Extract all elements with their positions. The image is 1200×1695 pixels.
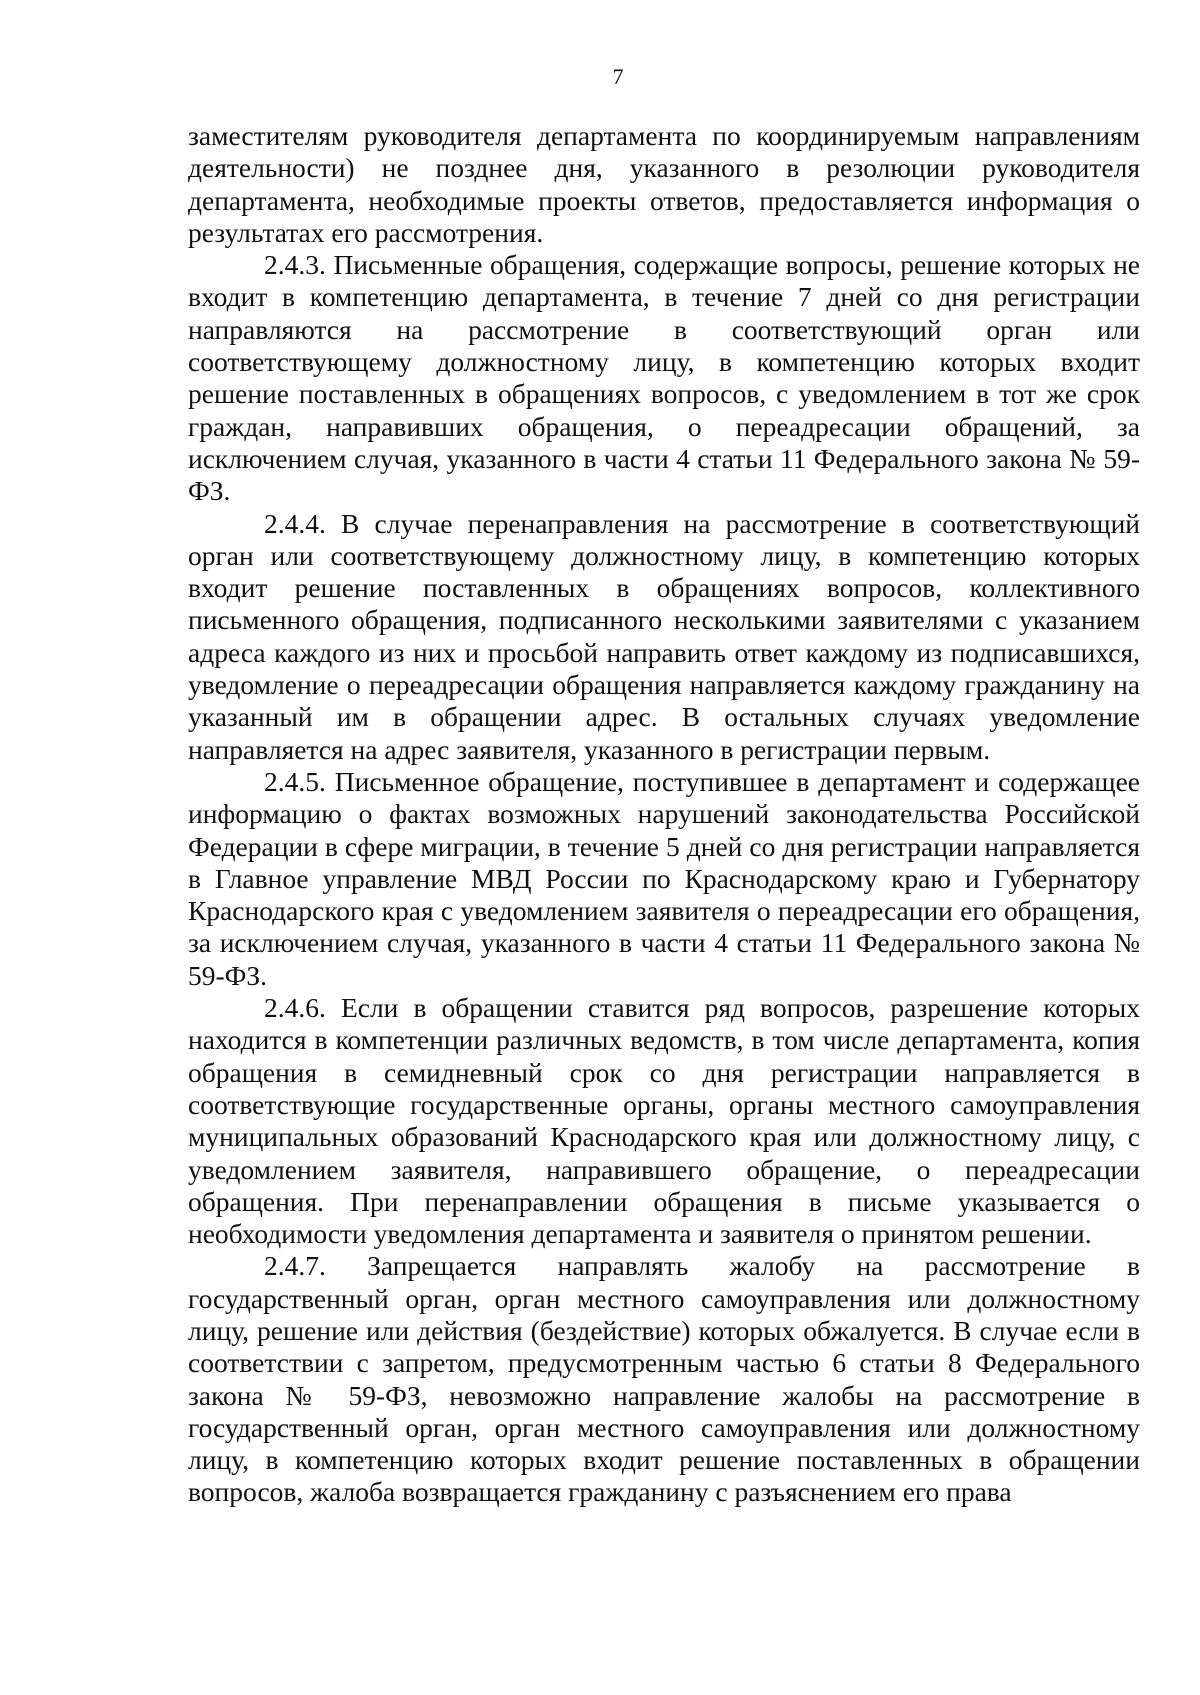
paragraph-2-4-6: 2.4.6. Если в обращении ставится ряд вопросов, разрешение которых находится в компетенции различных ведомств, в том числе департамента, копия обращения в семидневный срок со дня регистрации направляется в соответствующие государственные органы, органы местного самоуправления муниципальных образований Краснодарского края или должностному лицу, с уведомлением заявителя, направившего обращение, о переадресации обращения. При перенаправлении обращения в письме указывается о необходимости уведомления департамента и заявителя о принятом решении. xyxy=(188,992,1140,1250)
paragraph-continuation: заместителям руководителя департамента по координируемым направлениям деятельности) не позднее дня, указанного в резолюции руководителя департамента, необходимые проекты ответов, предоставляется информация о результатах его рассмотрения. xyxy=(188,120,1140,248)
paragraph-2-4-3: 2.4.3. Письменные обращения, содержащие вопросы, решение которых не входит в компетенцию департамента, в течение 7 дней со дня регистрации направляются на рассмотрение в соответствующий орган или соответствующему должностному лицу, в компетенцию которых входит решение поставленных в обращениях вопросов, с уведомлением в тот же срок граждан, направивших обращения, о переадресации обращений, за исключением случая, указанного в части 4 статьи 11 Федерального закона № 59-ФЗ. xyxy=(188,249,1140,507)
paragraph-2-4-7: 2.4.7. Запрещается направлять жалобу на рассмотрение в государственный орган, орган местного самоуправления или должностному лицу, решение или действия (бездействие) которых обжалуется. В случае если в соответствии с запретом, предусмотренным частью 6 статьи 8 Федерального закона № 59-ФЗ, невозможно направление жалобы на рассмотрение в государственный орган, орган местного самоуправления или должностному лицу, в компетенцию которых входит решение поставленных в обращении вопросов, жалоба возвращается гражданину с разъяснением его права xyxy=(188,1250,1140,1508)
paragraph-2-4-4: 2.4.4. В случае перенаправления на рассмотрение в соответствующий орган или соответствующему должностному лицу, в компетенцию которых входит решение поставленных в обращениях вопросов, коллективного письменного обращения, подписанного несколькими заявителями с указанием адреса каждого из них и просьбой направить ответ каждому из подписавшихся, уведомление о переадресации обращения направляется каждому гражданину на указанный им в обращении адрес. В остальных случаях уведомление направляется на адрес заявителя, указанного в регистрации первым. xyxy=(188,507,1140,765)
document-body xyxy=(188,120,1140,1509)
page-number: 7 xyxy=(612,64,624,89)
paragraph-2-4-5: 2.4.5. Письменное обращение, поступившее в департамент и содержащее информацию о фактах возможных нарушений законодательства Российской Федерации в сфере миграции, в течение 5 дней со дня регистрации направляется в Главное управление МВД России по Краснодарскому краю и Губернатору Краснодарского края с уведомлением заявителя о переадресации его обращения, за исключением случая, указанного в части 4 статьи 11 Федерального закона № 59-ФЗ. xyxy=(188,765,1140,991)
